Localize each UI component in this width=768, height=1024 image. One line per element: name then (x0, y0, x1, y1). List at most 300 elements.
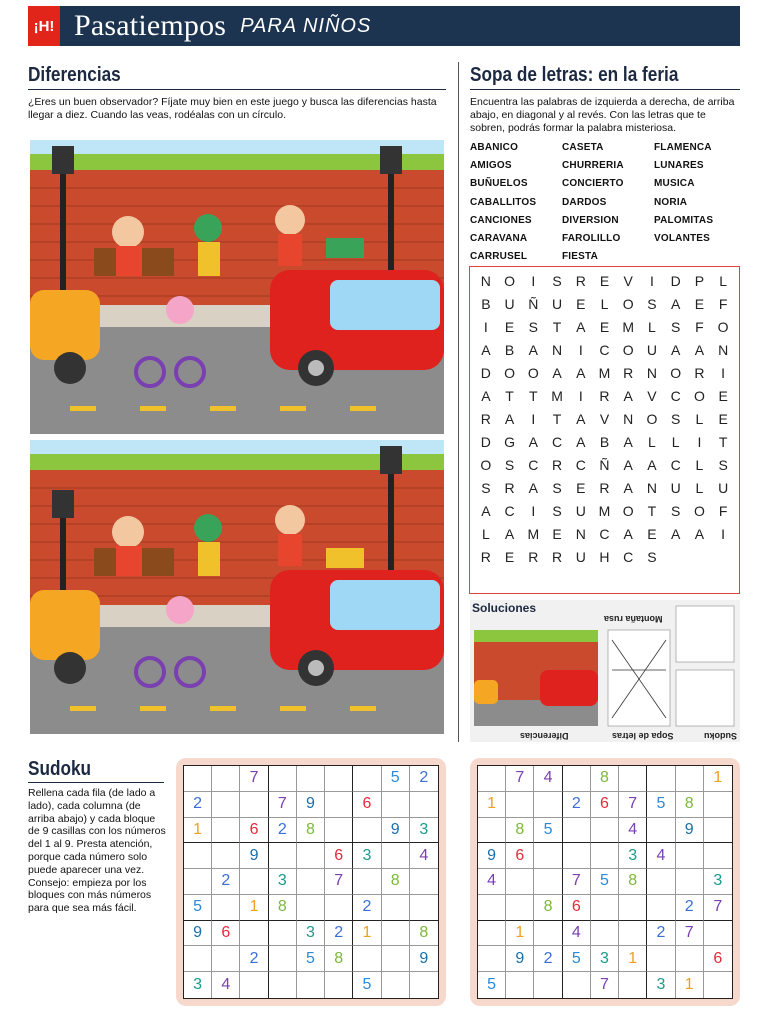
sudoku-cell[interactable] (240, 792, 268, 818)
word-search-cell[interactable]: O (622, 295, 634, 312)
sudoku-cell[interactable]: 5 (563, 946, 591, 972)
sudoku-cell[interactable] (563, 972, 591, 998)
sudoku-cell[interactable] (534, 921, 562, 947)
word-search-cell[interactable]: R (599, 479, 610, 496)
word-search-cell[interactable]: N (623, 410, 634, 427)
word-search-cell[interactable]: B (599, 433, 610, 450)
differences-picture-top[interactable] (30, 140, 444, 434)
word-search-cell[interactable]: R (599, 387, 610, 404)
sudoku-cell[interactable]: 5 (353, 972, 381, 998)
word-search-cell[interactable]: A (623, 456, 633, 473)
sudoku-cell[interactable]: 4 (619, 818, 647, 844)
sudoku-cell[interactable]: 8 (676, 792, 704, 818)
sudoku-cell[interactable]: 8 (506, 818, 534, 844)
word-search-cell[interactable]: A (504, 410, 515, 427)
differences-picture-bottom[interactable] (30, 440, 444, 734)
sudoku-cell[interactable] (353, 818, 381, 844)
word-search-cell[interactable]: O (527, 364, 539, 381)
word-search-cell[interactable]: R (623, 364, 634, 381)
word-search-cell[interactable]: E (552, 525, 562, 542)
word-search-cell[interactable]: C (670, 456, 681, 473)
sudoku-cell[interactable] (410, 972, 438, 998)
word-search-cell[interactable]: I (650, 272, 654, 289)
word-search-cell[interactable]: L (481, 525, 490, 542)
word-search-cell[interactable]: L (671, 433, 680, 450)
sudoku-cell[interactable] (619, 921, 647, 947)
sudoku-cell[interactable]: 7 (676, 921, 704, 947)
word-search-cell[interactable]: E (718, 410, 728, 427)
sudoku-cell[interactable] (506, 792, 534, 818)
sudoku-cell[interactable]: 2 (269, 818, 297, 844)
sudoku-cell[interactable]: 1 (704, 766, 732, 792)
sudoku-cell[interactable] (212, 766, 240, 792)
sudoku-cell[interactable]: 4 (410, 843, 438, 869)
sudoku-cell[interactable]: 1 (353, 921, 381, 947)
sudoku-cell[interactable]: 2 (563, 792, 591, 818)
sudoku-cell[interactable] (269, 843, 297, 869)
word-search-cell[interactable]: A (552, 364, 562, 381)
word-search-cell[interactable]: N (646, 364, 657, 381)
word-search-cell[interactable]: A (694, 525, 705, 542)
sudoku-cell[interactable] (410, 792, 438, 818)
sudoku-cell[interactable]: 5 (534, 818, 562, 844)
sudoku-cell[interactable] (325, 792, 353, 818)
word-search-grid[interactable] (469, 266, 740, 594)
word-search-cell[interactable]: E (576, 479, 586, 496)
sudoku-cell[interactable]: 4 (647, 843, 675, 869)
word-search-cell[interactable]: T (529, 387, 538, 404)
word-search-cell[interactable]: R (575, 272, 586, 289)
sudoku-cell[interactable]: 9 (410, 946, 438, 972)
sudoku-cell[interactable] (676, 946, 704, 972)
sudoku-grid-1[interactable] (183, 765, 439, 999)
sudoku-cell[interactable] (240, 972, 268, 998)
word-search-cell[interactable]: M (598, 364, 611, 381)
word-search-cell[interactable]: E (718, 387, 728, 404)
sudoku-cell[interactable]: 1 (506, 921, 534, 947)
word-search-cell[interactable]: V (623, 272, 633, 289)
sudoku-cell[interactable] (353, 766, 381, 792)
sudoku-cell[interactable] (297, 895, 325, 921)
word-search-cell[interactable]: N (575, 525, 586, 542)
word-search-cell[interactable]: C (599, 341, 610, 358)
sudoku-cell[interactable]: 5 (591, 869, 619, 895)
word-search-cell[interactable]: E (647, 525, 657, 542)
word-search-cell[interactable]: S (647, 295, 657, 312)
word-search-cell[interactable]: O (670, 364, 682, 381)
word-search-cell[interactable]: O (622, 502, 634, 519)
sudoku-cell[interactable]: 8 (619, 869, 647, 895)
sudoku-cell[interactable] (325, 818, 353, 844)
word-search-cell[interactable]: U (504, 295, 515, 312)
word-search-cell[interactable]: A (481, 341, 491, 358)
sudoku-cell[interactable] (704, 972, 732, 998)
sudoku-cell[interactable] (591, 818, 619, 844)
word-search-cell[interactable]: A (481, 502, 491, 519)
sudoku-cell[interactable]: 2 (676, 895, 704, 921)
word-search-cell[interactable]: C (504, 502, 515, 519)
word-search-cell[interactable]: E (599, 272, 610, 289)
word-search-cell[interactable]: L (695, 456, 704, 473)
sudoku-cell[interactable]: 2 (240, 946, 268, 972)
sudoku-cell[interactable] (676, 766, 704, 792)
word-search-cell[interactable]: L (600, 295, 609, 312)
sudoku-cell[interactable] (563, 843, 591, 869)
word-search-cell[interactable]: V (599, 410, 610, 427)
sudoku-cell[interactable]: 5 (184, 895, 212, 921)
sudoku-cell[interactable]: 3 (297, 921, 325, 947)
word-search-cell[interactable]: O (646, 410, 658, 427)
sudoku-cell[interactable] (676, 869, 704, 895)
word-search-cell[interactable]: O (622, 341, 634, 358)
word-search-cell[interactable]: I (578, 387, 583, 404)
word-search-cell[interactable]: R (504, 479, 515, 496)
sudoku-cell[interactable]: 3 (619, 843, 647, 869)
word-search-cell[interactable]: A (671, 341, 681, 358)
sudoku-cell[interactable] (478, 818, 506, 844)
sudoku-cell[interactable] (647, 895, 675, 921)
word-search-cell[interactable]: S (481, 479, 491, 496)
sudoku-cell[interactable] (591, 921, 619, 947)
word-search-cell[interactable]: D (480, 364, 491, 381)
sudoku-cell[interactable]: 2 (534, 946, 562, 972)
word-search-cell[interactable]: A (528, 433, 538, 450)
sudoku-cell[interactable] (534, 972, 562, 998)
sudoku-cell[interactable] (563, 818, 591, 844)
sudoku-cell[interactable] (212, 895, 240, 921)
sudoku-cell[interactable] (478, 921, 506, 947)
sudoku-cell[interactable] (619, 972, 647, 998)
sudoku-cell[interactable]: 6 (240, 818, 268, 844)
word-search-cell[interactable]: E (576, 295, 586, 312)
word-search-cell[interactable]: S (552, 272, 562, 289)
sudoku-cell[interactable]: 1 (676, 972, 704, 998)
sudoku-cell[interactable]: 5 (297, 946, 325, 972)
sudoku-cell[interactable]: 6 (353, 792, 381, 818)
sudoku-cell[interactable]: 7 (506, 766, 534, 792)
sudoku-cell[interactable]: 6 (506, 843, 534, 869)
word-search-cell[interactable]: S (671, 410, 681, 427)
word-search-cell[interactable]: L (719, 272, 728, 289)
word-search-cell[interactable]: V (647, 387, 657, 404)
word-search-cell[interactable]: S (718, 456, 728, 473)
word-search-cell[interactable]: O (693, 387, 705, 404)
sudoku-cell[interactable] (647, 946, 675, 972)
sudoku-cell[interactable]: 8 (591, 766, 619, 792)
word-search-cell[interactable]: D (670, 272, 681, 289)
word-search-cell[interactable]: H (599, 548, 610, 565)
sudoku-cell[interactable]: 6 (704, 946, 732, 972)
sudoku-cell[interactable]: 8 (382, 869, 410, 895)
sudoku-cell[interactable] (704, 818, 732, 844)
word-search-cell[interactable]: S (552, 479, 562, 496)
sudoku-cell[interactable]: 7 (563, 869, 591, 895)
word-search-cell[interactable]: I (531, 502, 536, 519)
word-search-cell[interactable]: U (575, 548, 586, 565)
word-search-cell[interactable]: U (646, 341, 657, 358)
word-search-cell[interactable]: O (693, 502, 705, 519)
sudoku-cell[interactable] (478, 766, 506, 792)
sudoku-cell[interactable]: 5 (382, 766, 410, 792)
word-search-cell[interactable]: A (528, 479, 538, 496)
word-search-cell[interactable]: A (504, 525, 515, 542)
sudoku-cell[interactable]: 5 (478, 972, 506, 998)
sudoku-cell[interactable] (382, 972, 410, 998)
word-search-cell[interactable]: D (480, 433, 491, 450)
sudoku-cell[interactable]: 4 (478, 869, 506, 895)
sudoku-cell[interactable] (240, 869, 268, 895)
word-search-cell[interactable]: I (531, 410, 536, 427)
word-search-cell[interactable]: F (718, 502, 728, 519)
word-search-cell[interactable]: P (694, 272, 705, 289)
sudoku-cell[interactable] (325, 895, 353, 921)
word-search-cell[interactable]: G (504, 433, 516, 450)
sudoku-cell[interactable] (676, 843, 704, 869)
word-search-cell[interactable]: M (622, 318, 635, 335)
sudoku-cell[interactable] (269, 946, 297, 972)
sudoku-cell[interactable]: 9 (478, 843, 506, 869)
sudoku-cell[interactable]: 2 (184, 792, 212, 818)
word-search-cell[interactable]: A (623, 433, 633, 450)
word-search-cell[interactable]: I (483, 318, 488, 335)
sudoku-cell[interactable] (382, 921, 410, 947)
word-search-cell[interactable]: I (697, 433, 702, 450)
word-search-cell[interactable]: B (504, 341, 515, 358)
word-search-cell[interactable]: A (576, 433, 586, 450)
word-search-cell[interactable]: O (480, 456, 492, 473)
sudoku-cell[interactable]: 9 (506, 946, 534, 972)
sudoku-cell[interactable] (647, 818, 675, 844)
sudoku-cell[interactable]: 6 (325, 843, 353, 869)
word-search-cell[interactable]: S (671, 318, 681, 335)
word-search-cell[interactable]: U (551, 295, 563, 312)
sudoku-cell[interactable]: 3 (704, 869, 732, 895)
word-search-cell[interactable]: B (481, 295, 491, 312)
sudoku-cell[interactable] (506, 895, 534, 921)
sudoku-cell[interactable] (269, 766, 297, 792)
word-search-cell[interactable]: Ñ (599, 456, 610, 473)
word-search-cell[interactable]: C (599, 525, 610, 542)
word-search-cell[interactable]: C (528, 456, 539, 473)
sudoku-cell[interactable]: 9 (297, 792, 325, 818)
sudoku-cell[interactable] (297, 766, 325, 792)
sudoku-cell[interactable] (478, 946, 506, 972)
sudoku-cell[interactable] (212, 843, 240, 869)
word-search-cell[interactable]: U (575, 502, 586, 519)
sudoku-cell[interactable]: 8 (325, 946, 353, 972)
word-search-cell[interactable]: R (480, 410, 491, 427)
sudoku-cell[interactable]: 3 (591, 946, 619, 972)
word-search-cell[interactable]: E (504, 318, 515, 335)
word-search-cell[interactable]: T (552, 318, 562, 335)
word-search-cell[interactable]: I (531, 272, 536, 289)
sudoku-cell[interactable]: 7 (619, 792, 647, 818)
sudoku-cell[interactable] (506, 869, 534, 895)
word-search-cell[interactable]: A (576, 318, 586, 335)
sudoku-cell[interactable] (704, 843, 732, 869)
sudoku-cell[interactable] (619, 895, 647, 921)
word-search-cell[interactable]: A (647, 456, 657, 473)
sudoku-cell[interactable] (478, 895, 506, 921)
word-search-cell[interactable]: T (647, 502, 657, 519)
word-search-cell[interactable]: U (718, 479, 729, 496)
sudoku-cell[interactable]: 3 (410, 818, 438, 844)
word-search-cell[interactable]: Ñ (528, 295, 539, 312)
word-search-cell[interactable]: I (578, 341, 583, 358)
sudoku-cell[interactable] (212, 792, 240, 818)
word-search-cell[interactable]: A (671, 295, 681, 312)
sudoku-cell[interactable] (591, 843, 619, 869)
sudoku-cell[interactable]: 2 (410, 766, 438, 792)
sudoku-cell[interactable] (382, 895, 410, 921)
sudoku-cell[interactable] (563, 766, 591, 792)
sudoku-cell[interactable] (184, 946, 212, 972)
word-search-cell[interactable]: A (576, 410, 586, 427)
sudoku-cell[interactable]: 3 (184, 972, 212, 998)
sudoku-cell[interactable]: 5 (647, 792, 675, 818)
sudoku-cell[interactable] (297, 869, 325, 895)
sudoku-cell[interactable] (269, 972, 297, 998)
sudoku-cell[interactable] (353, 869, 381, 895)
word-search-cell[interactable]: M (598, 502, 611, 519)
sudoku-cell[interactable] (534, 792, 562, 818)
sudoku-cell[interactable] (240, 921, 268, 947)
sudoku-cell[interactable]: 1 (240, 895, 268, 921)
word-search-cell[interactable]: U (670, 479, 681, 496)
sudoku-cell[interactable]: 4 (563, 921, 591, 947)
word-search-cell[interactable]: E (504, 548, 515, 565)
sudoku-cell[interactable] (353, 946, 381, 972)
word-search-cell[interactable]: I (721, 525, 726, 542)
sudoku-cell[interactable]: 3 (269, 869, 297, 895)
sudoku-cell[interactable] (297, 972, 325, 998)
sudoku-cell[interactable]: 3 (353, 843, 381, 869)
word-search-cell[interactable]: R (551, 548, 563, 565)
word-search-cell[interactable]: O (504, 364, 516, 381)
sudoku-cell[interactable]: 8 (297, 818, 325, 844)
sudoku-cell[interactable]: 9 (240, 843, 268, 869)
sudoku-cell[interactable]: 2 (325, 921, 353, 947)
sudoku-cell[interactable]: 8 (534, 895, 562, 921)
word-search-cell[interactable]: M (527, 525, 540, 542)
sudoku-cell[interactable]: 6 (563, 895, 591, 921)
word-search-cell[interactable]: R (694, 364, 705, 381)
word-search-cell[interactable]: A (576, 364, 586, 381)
word-search-cell[interactable]: F (718, 295, 728, 312)
word-search-cell[interactable]: R (480, 548, 491, 565)
sudoku-cell[interactable] (534, 869, 562, 895)
sudoku-cell[interactable]: 2 (353, 895, 381, 921)
word-search-cell[interactable]: A (481, 387, 491, 404)
word-search-cell[interactable]: E (599, 318, 610, 335)
sudoku-cell[interactable] (704, 792, 732, 818)
sudoku-cell[interactable]: 9 (382, 818, 410, 844)
word-search-cell[interactable]: C (551, 433, 563, 450)
sudoku-cell[interactable]: 7 (240, 766, 268, 792)
word-search-cell[interactable]: S (647, 548, 657, 565)
word-search-cell[interactable]: S (528, 318, 538, 335)
word-search-cell[interactable]: S (504, 456, 515, 473)
word-search-cell[interactable]: A (671, 525, 681, 542)
sudoku-cell[interactable] (647, 869, 675, 895)
sudoku-cell[interactable]: 6 (591, 792, 619, 818)
word-search-cell[interactable]: O (504, 272, 516, 289)
word-search-cell[interactable]: N (718, 341, 729, 358)
sudoku-cell[interactable]: 9 (676, 818, 704, 844)
word-search-cell[interactable]: E (694, 295, 705, 312)
sudoku-cell[interactable] (647, 766, 675, 792)
sudoku-cell[interactable]: 1 (184, 818, 212, 844)
sudoku-cell[interactable]: 4 (534, 766, 562, 792)
sudoku-cell[interactable]: 7 (325, 869, 353, 895)
sudoku-cell[interactable]: 4 (212, 972, 240, 998)
sudoku-cell[interactable] (212, 946, 240, 972)
sudoku-cell[interactable] (212, 818, 240, 844)
sudoku-cell[interactable] (184, 766, 212, 792)
word-search-cell[interactable]: A (694, 341, 705, 358)
word-search-cell[interactable]: A (528, 341, 538, 358)
word-search-cell[interactable]: C (670, 387, 681, 404)
word-search-cell[interactable]: R (528, 548, 539, 565)
sudoku-cell[interactable] (184, 869, 212, 895)
sudoku-cell[interactable]: 7 (704, 895, 732, 921)
word-search-cell[interactable]: C (623, 548, 634, 565)
sudoku-cell[interactable] (382, 946, 410, 972)
sudoku-grid-2[interactable] (477, 765, 733, 999)
word-search-cell[interactable]: A (623, 479, 633, 496)
word-search-cell[interactable]: A (623, 387, 633, 404)
sudoku-cell[interactable] (704, 921, 732, 947)
sudoku-cell[interactable] (410, 869, 438, 895)
word-search-cell[interactable]: M (551, 387, 563, 404)
sudoku-cell[interactable] (382, 792, 410, 818)
word-search-cell[interactable]: L (648, 433, 656, 450)
sudoku-cell[interactable] (297, 843, 325, 869)
word-search-cell[interactable]: T (505, 387, 514, 404)
sudoku-cell[interactable] (534, 843, 562, 869)
word-search-cell[interactable]: A (623, 525, 633, 542)
word-search-cell[interactable]: N (646, 479, 657, 496)
word-search-cell[interactable]: T (552, 410, 562, 427)
sudoku-cell[interactable] (506, 972, 534, 998)
sudoku-cell[interactable] (619, 766, 647, 792)
word-search-cell[interactable]: N (480, 272, 491, 289)
sudoku-cell[interactable]: 1 (619, 946, 647, 972)
word-search-cell[interactable]: I (721, 364, 726, 381)
sudoku-cell[interactable]: 7 (591, 972, 619, 998)
word-search-cell[interactable]: L (695, 410, 704, 427)
sudoku-cell[interactable] (269, 921, 297, 947)
sudoku-cell[interactable]: 1 (478, 792, 506, 818)
sudoku-cell[interactable]: 9 (184, 921, 212, 947)
sudoku-cell[interactable] (325, 972, 353, 998)
sudoku-cell[interactable] (382, 843, 410, 869)
word-search-cell[interactable]: O (717, 318, 729, 335)
word-search-cell[interactable]: S (671, 502, 681, 519)
sudoku-cell[interactable] (184, 843, 212, 869)
sudoku-cell[interactable] (410, 895, 438, 921)
word-search-cell[interactable]: S (552, 502, 562, 519)
sudoku-cell[interactable]: 8 (410, 921, 438, 947)
sudoku-cell[interactable]: 2 (212, 869, 240, 895)
sudoku-cell[interactable]: 8 (269, 895, 297, 921)
sudoku-cell[interactable]: 3 (647, 972, 675, 998)
word-search-cell[interactable]: N (551, 341, 563, 358)
word-search-cell[interactable]: L (648, 318, 656, 335)
word-search-cell[interactable]: C (575, 456, 586, 473)
sudoku-cell[interactable] (591, 895, 619, 921)
word-search-cell[interactable]: T (718, 433, 728, 450)
